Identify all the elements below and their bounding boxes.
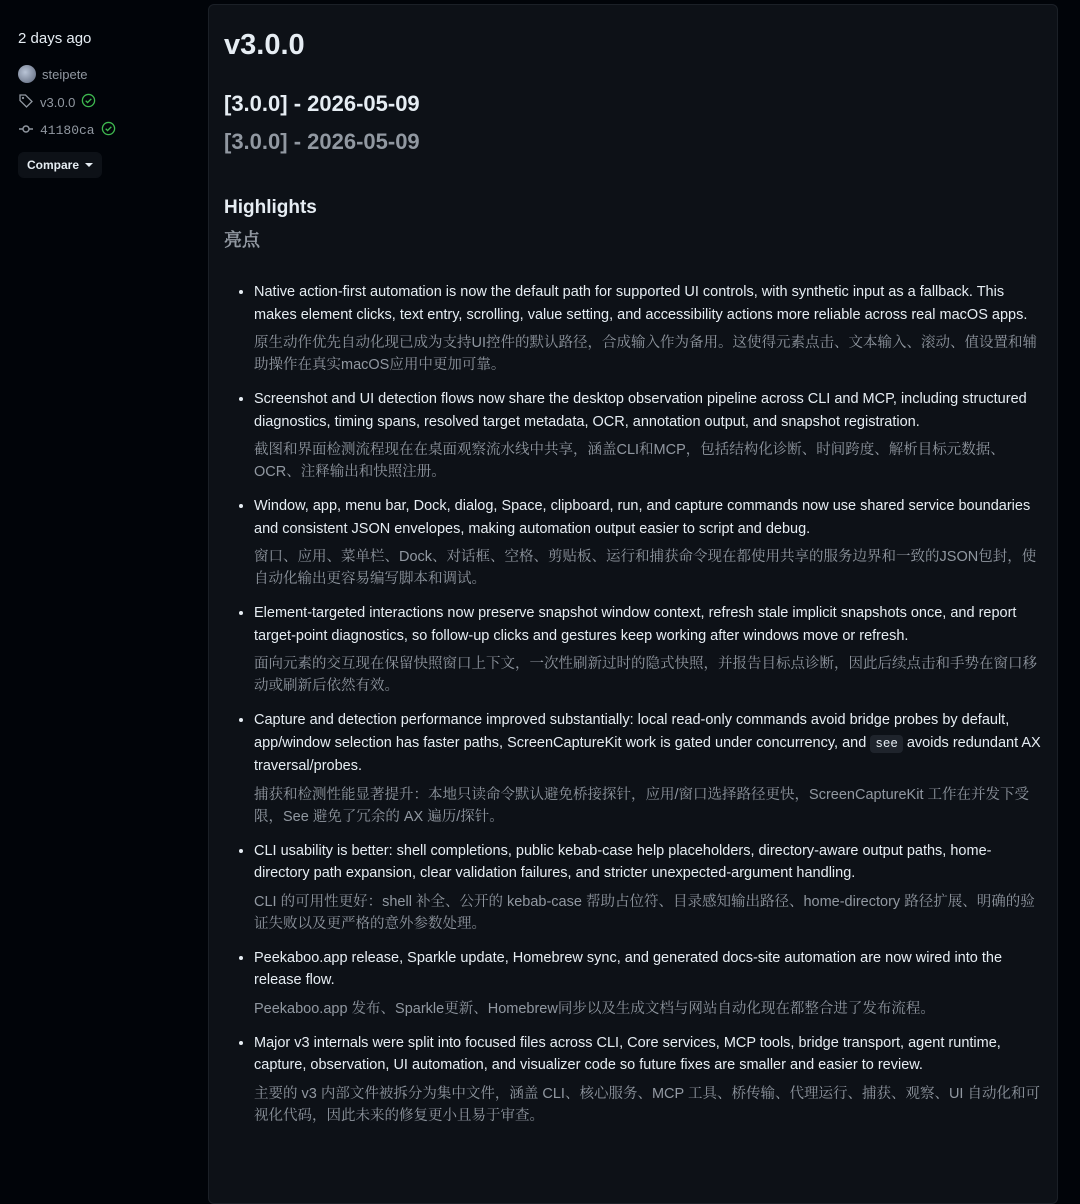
item-text: • Major v3 internals were split into focused files across CLI, Core services, MCP tools, bridge transport, agent runtime, capture, observation, UI automation, and visualizer code so future fixes are smaller and easier to review. [254,1034,1001,1073]
release-sidebar [18,28,188,178]
item-text-part: avoids redundant AX traversal/probes. [254,734,1041,774]
chevron-down-icon [85,163,93,167]
item-text [254,709,1044,778]
list-item [254,840,1044,935]
item-text: • Native action-first automation is now the default path for supported UI controls, with synthetic input as a fallback. This makes element clicks, text entry, scrolling, value setting, and accessibility actions more reliable across real macOS apps. [254,284,1028,323]
item-text: • Peekaboo.app release, Sparkle update, Homebrew sync, and generated docs-site automation are now wired into the release flow. [254,949,1003,988]
list-item [254,388,1044,483]
version-heading: [3.0.0] - 2026-05-09 [224,91,420,116]
release-title[interactable]: v3.0.0 [224,29,305,61]
highlights-heading-cn: 亮点 [224,230,260,250]
version-heading-cn: [3.0.0] - 2026-05-09 [224,129,420,154]
commit-icon [18,121,34,140]
list-item [254,1032,1044,1127]
list-item [254,947,1044,1020]
item-text: • Element-targeted interactions now preserve snapshot window context, refresh stale implicit snapshots once, and report target-point diagnostics, so follow-up clicks and gestures keep working after windows move or refresh. [254,605,1017,644]
list-item [254,709,1044,828]
highlights-heading: Highlights [224,197,317,218]
item-text: • CLI usability is better: shell completions, public kebab-case help placeholders, directory-aware output paths, home-directory path expansion, clear validation failures, and stricter unexpected-argument handling. [254,842,992,881]
item-text-cn: 截图和界面检测流程现在在桌面观察流水线中共享，涵盖CLI和MCP，包括结构化诊断、时间跨度、解析目标元数据、OCR、注释输出和快照注册。 [254,442,1005,480]
compare-button[interactable] [18,152,102,178]
commit-row[interactable] [18,116,188,144]
item-text-cn: 主要的 v3 内部文件被拆分为集中文件，涵盖 CLI、核心服务、MCP 工具、桥传输、代理运行、捕获、观察、UI 自动化和可视化代码，因此未来的修复更小且易于审查。 [254,1085,1040,1124]
item-text-cn: 面向元素的交互现在保留快照窗口上下文，一次性刷新过时的隐式快照，并报告目标点诊断，因此后续点击和手势在窗口移动或刷新后依然有效。 [254,656,1037,694]
item-text-cn: 捕获和检测性能显著提升：本地只读命令默认避免桥接探针，应用/窗口选择路径更快，ScreenCaptureKit 工作在并发下受限，See 避免了冗余的 AX 遍历/探针。 [254,786,1030,825]
author-avatar[interactable] [18,65,36,83]
item-text-part: Capture and detection performance improved substantially: local read-only commands avoid bridge probes by default, app/window selection has faster paths, ScreenCaptureKit work is gated under concurrency, and [254,712,1010,751]
item-text-cn: 原生动作优先自动化现已成为支持UI控件的默认路径，合成输入作为备用。这使得元素点击、文本输入、滚动、值设置和辅助操作在真实macOS应用中更加可靠。 [254,335,1037,373]
commit-sha[interactable]: 41180ca [40,122,95,138]
tag-icon [18,93,34,112]
author-row[interactable] [18,60,188,88]
release-time: 2 days ago [18,30,92,47]
inline-code: see [870,735,903,753]
list-item [254,281,1044,376]
compare-label: Compare [27,158,80,172]
verified-icon [81,93,96,111]
item-text-cn: Peekaboo.app 发布、Sparkle更新、Homebrew同步以及生成文档与网站自动化现在都整合进了发布流程。 [254,1000,935,1017]
item-text-cn: 窗口、应用、菜单栏、Dock、对话框、空格、剪贴板、运行和捕获命令现在都使用共享的服务边界和一致的JSON包封，使自动化输出更容易编写脚本和调试。 [254,549,1037,587]
item-text-cn: CLI 的可用性更好：shell 补全、公开的 kebab-case 帮助占位符、目录感知输出路径、home-directory 路径扩展、明确的验证失败以及更严格的意外参数处理。 [254,893,1035,932]
author-name[interactable]: steipete [42,66,88,82]
list-item [254,602,1044,697]
release-body [224,5,1044,1139]
release-card [208,4,1058,1204]
verified-icon [101,121,116,139]
highlights-list [224,281,1044,1127]
tag-name[interactable]: v3.0.0 [40,94,76,110]
item-text: • Window, app, menu bar, Dock, dialog, Space, clipboard, run, and capture commands now use shared service boundaries and consistent JSON envelopes, making automation output easier to script and debug. [254,498,1031,537]
tag-row[interactable] [18,88,188,116]
item-text: • Screenshot and UI detection flows now share the desktop observation pipeline across CLI and MCP, including structured diagnostics, timing spans, resolved target metadata, OCR, annotation output, and snapshot registration. [254,391,1027,430]
list-item [254,495,1044,590]
